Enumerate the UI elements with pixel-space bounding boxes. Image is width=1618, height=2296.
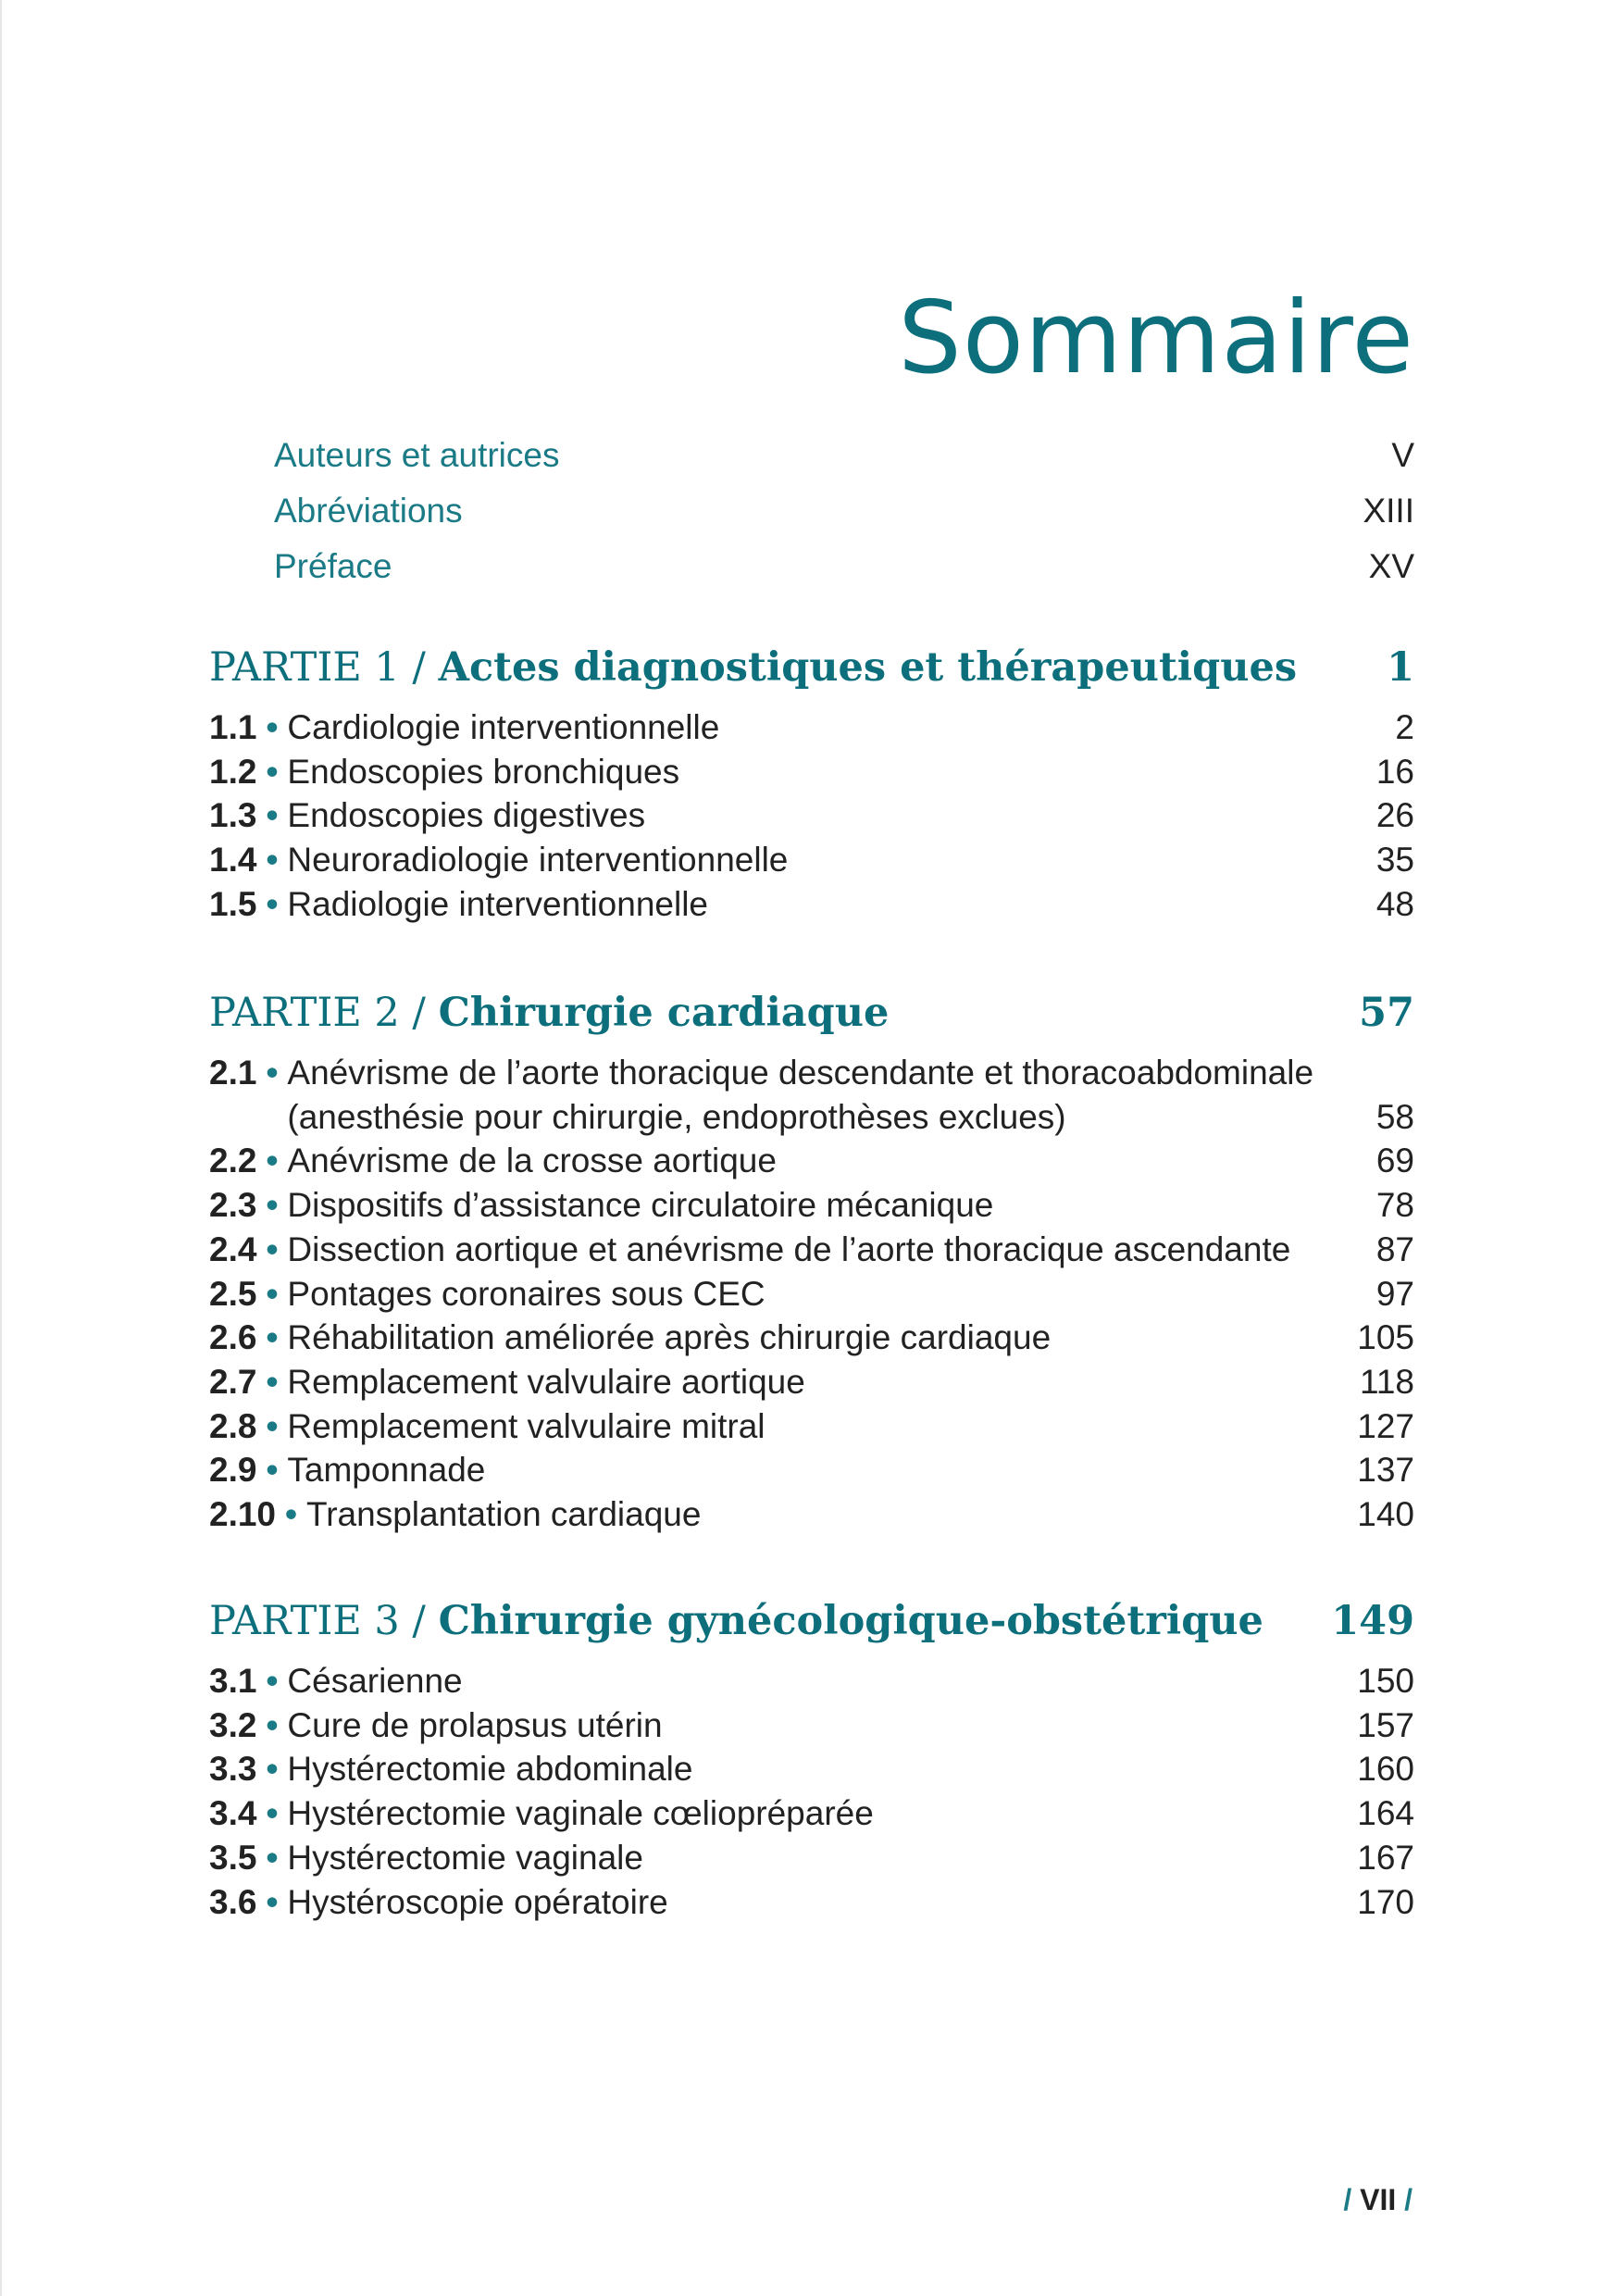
- part-page: 1: [1387, 644, 1414, 691]
- toc-entry-left: [209, 705, 719, 750]
- bullet-icon: •: [266, 1186, 279, 1225]
- entry-page: 26: [1375, 796, 1414, 835]
- entry-title: Anévrisme de la crosse aortique: [287, 1142, 777, 1180]
- folio-number: VII: [1360, 2183, 1397, 2216]
- entry-title-wrap: [287, 1051, 1313, 1139]
- folio-slash: /: [1343, 2183, 1352, 2216]
- part-page: 57: [1359, 990, 1414, 1036]
- entry-title: Pontages coronaires sous CEC: [287, 1274, 765, 1313]
- bullet-icon: •: [266, 1362, 279, 1401]
- entry-number: 2.5: [209, 1274, 257, 1313]
- entry-title: Dissection aortique et anévrisme de l’aorte thoracique ascendante: [287, 1229, 1291, 1268]
- entry-number: 2.6: [209, 1318, 257, 1357]
- entry-page: 35: [1375, 841, 1414, 880]
- bullet-icon: •: [266, 708, 279, 746]
- entry-number: 3.4: [209, 1794, 257, 1833]
- entry-title: Transplantation cardiaque: [305, 1495, 702, 1534]
- entry-page: 58: [1375, 1097, 1414, 1136]
- entry-number: 1.5: [209, 884, 257, 923]
- bullet-icon: •: [266, 1882, 279, 1921]
- toc-entry-left: [209, 838, 788, 882]
- entry-number: 3.1: [209, 1662, 257, 1700]
- front-item-label: Abréviations: [274, 492, 463, 530]
- entry-title: Hystérectomie vaginale: [287, 1838, 643, 1877]
- toc-entry[interactable]: [209, 1139, 1414, 1183]
- entry-page: 97: [1375, 1274, 1414, 1313]
- entry-title: Remplacement valvulaire aortique: [287, 1362, 805, 1401]
- part-title: Chirurgie cardiaque: [438, 990, 890, 1036]
- entry-title: Anévrisme de l’aorte thoracique descendante et thoracoabdominale: [287, 1054, 1314, 1092]
- toc-entry-left: [209, 793, 645, 838]
- entry-number: 3.5: [209, 1838, 257, 1877]
- bullet-icon: •: [266, 1838, 279, 1877]
- toc-entry[interactable]: [209, 882, 1414, 927]
- entry-title: Réhabilitation améliorée après chirurgie cardiaque: [287, 1318, 1052, 1357]
- entry-number: 2.8: [209, 1406, 257, 1445]
- bullet-icon: •: [266, 1406, 279, 1445]
- entry-page: 2: [1395, 708, 1414, 746]
- toc-entry[interactable]: [209, 1404, 1414, 1449]
- entry-page: 16: [1375, 752, 1414, 791]
- toc-entry[interactable]: [209, 1791, 1414, 1836]
- toc-entry-left: [209, 1659, 463, 1703]
- part-heading-text: [209, 990, 889, 1036]
- part-prefix: PARTIE 3 /: [209, 1598, 439, 1644]
- entry-number: 3.2: [209, 1705, 257, 1744]
- entry-title-continued: (anesthésie pour chirurgie, endoprothèses exclues): [287, 1097, 1066, 1136]
- page-folio: [1343, 2183, 1413, 2217]
- entry-title: Radiologie interventionnelle: [287, 884, 708, 923]
- toc-entry-left: [209, 1272, 765, 1316]
- bullet-icon: •: [266, 1229, 279, 1268]
- entry-number: 2.1: [209, 1054, 257, 1092]
- toc-entry-left: [209, 1228, 1290, 1272]
- entry-page: 78: [1375, 1186, 1414, 1225]
- toc-entry-left: [209, 882, 708, 927]
- front-item-abreviations[interactable]: [274, 483, 1414, 539]
- entry-number: 2.9: [209, 1451, 257, 1490]
- entry-title: Césarienne: [287, 1662, 463, 1700]
- toc-entry[interactable]: [209, 1228, 1414, 1272]
- entry-page: 164: [1357, 1794, 1414, 1833]
- toc-entry[interactable]: [209, 1492, 1414, 1537]
- entry-title: Cardiologie interventionnelle: [287, 708, 720, 746]
- toc-entry[interactable]: [209, 1836, 1414, 1880]
- page-edge: [0, 0, 2, 2296]
- toc-entry-left: [209, 1316, 1051, 1360]
- entry-page: 87: [1375, 1229, 1414, 1268]
- toc-entry[interactable]: [209, 1360, 1414, 1404]
- entry-number: 3.3: [209, 1750, 257, 1789]
- entry-title: Neuroradiologie interventionnelle: [287, 841, 789, 880]
- bullet-icon: •: [266, 1662, 279, 1700]
- bullet-icon: •: [266, 1705, 279, 1744]
- entry-title: Tamponnade: [287, 1451, 486, 1490]
- toc-entry-left: [209, 1747, 692, 1791]
- bullet-icon: •: [266, 1142, 279, 1180]
- toc-entry-left: [209, 1139, 777, 1183]
- entry-number: 2.10: [209, 1495, 277, 1534]
- toc-entry[interactable]: [209, 1659, 1414, 1703]
- entry-title: Remplacement valvulaire mitral: [287, 1406, 765, 1445]
- toc-entry[interactable]: [209, 838, 1414, 882]
- front-item-preface[interactable]: [274, 539, 1414, 594]
- toc-entry-left: [209, 1880, 668, 1925]
- toc-entry[interactable]: [209, 1051, 1414, 1139]
- part-3: [209, 1589, 1414, 1924]
- part-page: 149: [1331, 1598, 1414, 1644]
- bullet-icon: •: [266, 841, 279, 880]
- part-heading-text: [209, 1598, 1263, 1644]
- entry-page: 48: [1375, 884, 1414, 923]
- folio-slash: /: [1404, 2183, 1413, 2216]
- toc-entry[interactable]: [209, 1880, 1414, 1925]
- part-title: Chirurgie gynécologique-obstétrique: [438, 1598, 1263, 1644]
- toc-entry[interactable]: [209, 1272, 1414, 1316]
- part-heading[interactable]: [209, 635, 1414, 700]
- toc-entry-left: [209, 1360, 805, 1404]
- entry-page: 69: [1375, 1142, 1414, 1180]
- part-1: [209, 635, 1414, 927]
- front-item-label: Auteurs et autrices: [274, 436, 560, 474]
- entry-page: 170: [1357, 1882, 1414, 1921]
- bullet-icon: •: [266, 1054, 279, 1092]
- entry-page: 150: [1357, 1662, 1414, 1700]
- front-item-page: XV: [1368, 547, 1414, 585]
- entry-number: 2.7: [209, 1362, 257, 1401]
- front-item-label: Préface: [274, 547, 392, 585]
- toc-entry[interactable]: [209, 793, 1414, 838]
- front-item-page: XIII: [1363, 492, 1414, 530]
- toc-entry-left: [209, 1703, 663, 1748]
- bullet-icon: •: [266, 1794, 279, 1833]
- toc-entry[interactable]: [209, 1448, 1414, 1492]
- entry-number: 1.4: [209, 841, 257, 880]
- entry-number: 1.3: [209, 796, 257, 835]
- part-heading[interactable]: [209, 980, 1414, 1045]
- part-title: Actes diagnostiques et thérapeutiques: [438, 644, 1298, 691]
- entry-page: 137: [1357, 1451, 1414, 1490]
- entry-number: 1.2: [209, 752, 257, 791]
- front-matter: [274, 428, 1414, 594]
- entry-page: 140: [1357, 1495, 1414, 1534]
- bullet-icon: •: [266, 1274, 279, 1313]
- toc-entry-left: [209, 750, 679, 794]
- toc-entry-left: [209, 1836, 643, 1880]
- entry-page: 160: [1357, 1750, 1414, 1789]
- part-2: [209, 980, 1414, 1537]
- entry-title: Hystéroscopie opératoire: [287, 1882, 668, 1921]
- entry-page: 157: [1357, 1705, 1414, 1744]
- toc-entry-left: [209, 1448, 485, 1492]
- entry-title: Cure de prolapsus utérin: [287, 1705, 663, 1744]
- bullet-icon: •: [266, 1451, 279, 1490]
- toc-entry[interactable]: [209, 750, 1414, 794]
- bullet-icon: •: [266, 1318, 279, 1357]
- entry-page: 118: [1360, 1362, 1414, 1401]
- front-item-auteurs[interactable]: [274, 428, 1414, 483]
- entry-page: 105: [1357, 1318, 1414, 1357]
- entry-number: 2.3: [209, 1186, 257, 1225]
- part-prefix: PARTIE 1 /: [209, 644, 439, 691]
- toc-entry-left: [209, 1492, 701, 1537]
- toc-entry-left: [209, 1404, 765, 1449]
- part-prefix: PARTIE 2 /: [209, 990, 439, 1036]
- bullet-icon: •: [285, 1495, 297, 1534]
- toc-entry-left: [209, 1051, 1313, 1139]
- page-title: Sommaire: [898, 281, 1414, 397]
- bullet-icon: •: [266, 796, 279, 835]
- toc-entry[interactable]: [209, 1316, 1414, 1360]
- entry-title: Hystérectomie vaginale cœliopréparée: [287, 1794, 874, 1833]
- entry-number: 3.6: [209, 1882, 257, 1921]
- toc-entry-left: [209, 1791, 874, 1836]
- entry-page: 167: [1357, 1838, 1414, 1877]
- entry-number: 2.4: [209, 1229, 257, 1268]
- bullet-icon: •: [266, 1750, 279, 1789]
- toc-entry-left: [209, 1183, 993, 1228]
- entry-title: Endoscopies digestives: [287, 796, 646, 835]
- toc-entry[interactable]: [209, 1703, 1414, 1748]
- entry-number: 1.1: [209, 708, 257, 746]
- entry-number: 2.2: [209, 1142, 257, 1180]
- entry-page: 127: [1357, 1406, 1414, 1445]
- toc-entry[interactable]: [209, 705, 1414, 750]
- toc-entry[interactable]: [209, 1183, 1414, 1228]
- part-heading-text: [209, 644, 1297, 691]
- part-heading[interactable]: [209, 1589, 1414, 1653]
- entry-title: Hystérectomie abdominale: [287, 1750, 693, 1789]
- front-item-page: V: [1391, 436, 1414, 474]
- toc-entry[interactable]: [209, 1747, 1414, 1791]
- entry-title: Endoscopies bronchiques: [287, 752, 680, 791]
- bullet-icon: •: [266, 884, 279, 923]
- bullet-icon: •: [266, 752, 279, 791]
- entry-title: Dispositifs d’assistance circulatoire mécanique: [287, 1186, 994, 1225]
